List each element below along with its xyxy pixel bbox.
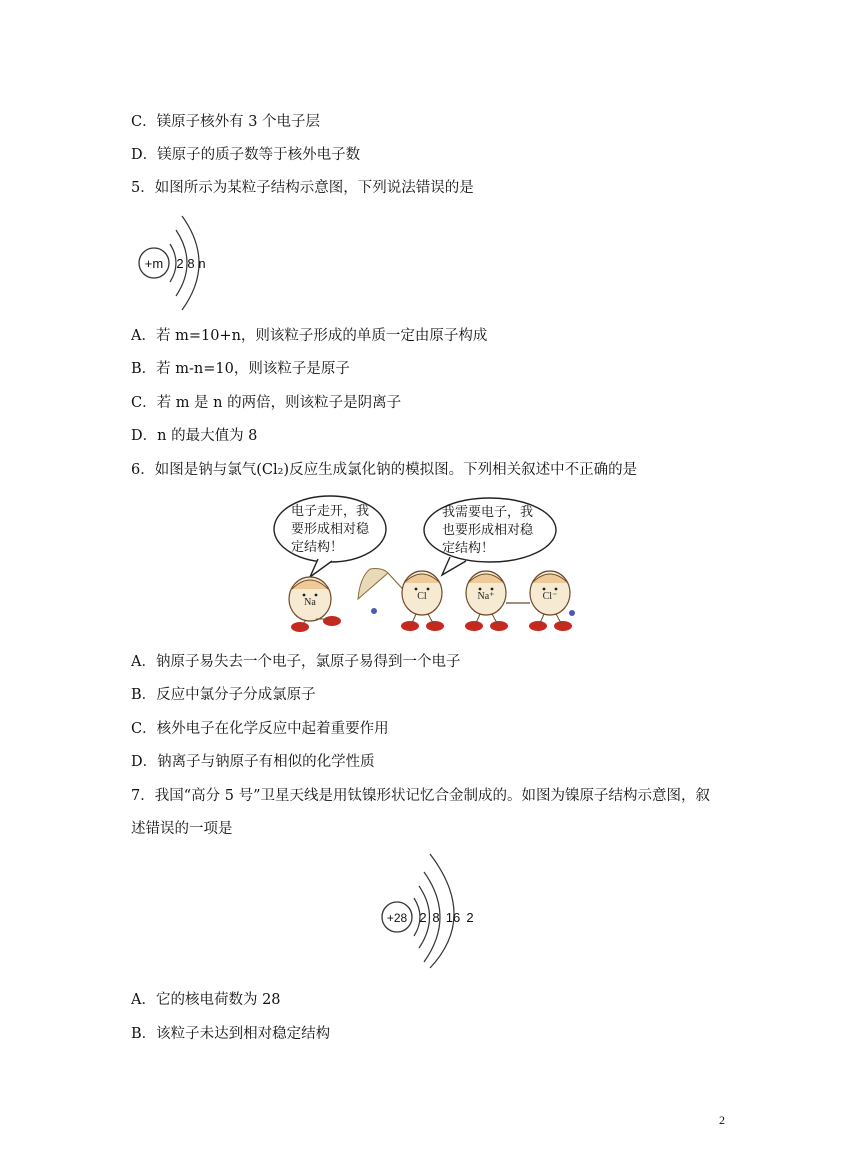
q7-option-a: A．它的核电荷数为 28 [131, 992, 281, 1008]
q5-shell-arc-1 [170, 244, 176, 282]
q7-stem-line-1: 7．我国“高分 5 号”卫星天线是用钛镍形状记忆合金制成的。如图为镍原子结构示意图，叙 [131, 788, 710, 804]
q5-nucleus-label: +m [144, 256, 164, 271]
q5-shell-count-3: n [198, 256, 206, 271]
q5-option-d: D．n 的最大值为 8 [131, 428, 258, 444]
na-label: Na [304, 597, 316, 608]
q5-particle-structure-diagram [136, 208, 226, 314]
q7-option-b: B．该粒子未达到相对稳定结构 [131, 1026, 331, 1042]
q6-option-b: B．反应中氯分子分成氯原子 [131, 687, 316, 703]
q5-option-c: C．若 m 是 n 的两倍，则该粒子是阴离子 [131, 395, 402, 411]
q4-option-d: D．镁原子的质子数等于核外电子数 [131, 147, 361, 163]
q5-option-a: A．若 m=10+n，则该粒子形成的单质一定由原子构成 [131, 328, 488, 344]
q7-shell-count-2: 8 [432, 910, 440, 925]
q5-option-b: B．若 m-n=10，则该粒子是原子 [131, 361, 350, 377]
right-bubble-text: 我需要电子，我 也要形成相对稳 定结构！ [442, 505, 534, 556]
q7-shell-count-3: 16 [445, 910, 461, 925]
q7-stem-line-2: 述错误的一项是 [131, 821, 233, 837]
q6-stem: 6．如图是钠与氯气(Cl₂)反应生成氯化钠的模拟图。下列相关叙述中不正确的是 [131, 462, 638, 478]
q4-option-c: C．镁原子核外有 3 个电子层 [131, 114, 321, 130]
q6-option-c: C．核外电子在化学反应中起着重要作用 [131, 721, 389, 737]
left-bubble-text: 电子走开，我 要形成相对稳 定结构！ [291, 504, 370, 555]
q5-shell-count-2: 8 [187, 256, 195, 271]
q6-reaction-cartoon [270, 493, 590, 638]
cl-ion-label: Cl⁻ [542, 591, 558, 602]
page-number: 2 [719, 1113, 725, 1127]
q7-shell-count-4: 2 [466, 910, 474, 925]
q7-shell-count-1: 2 [419, 910, 427, 925]
na-ion-label: Na⁺ [477, 591, 495, 602]
q5-shell-count-1: 2 [176, 256, 184, 271]
q7-nucleus-label: +28 [386, 911, 408, 925]
q6-option-d: D．钠离子与钠原子有相似的化学性质 [131, 754, 375, 770]
net-icon [358, 569, 388, 600]
cl-label: Cl [417, 591, 427, 602]
q7-nickel-atom-diagram [378, 850, 488, 970]
q6-option-a: A．钠原子易失去一个电子，氯原子易得到一个电子 [131, 654, 461, 670]
q5-stem: 5．如图所示为某粒子结构示意图，下列说法错误的是 [131, 180, 474, 196]
